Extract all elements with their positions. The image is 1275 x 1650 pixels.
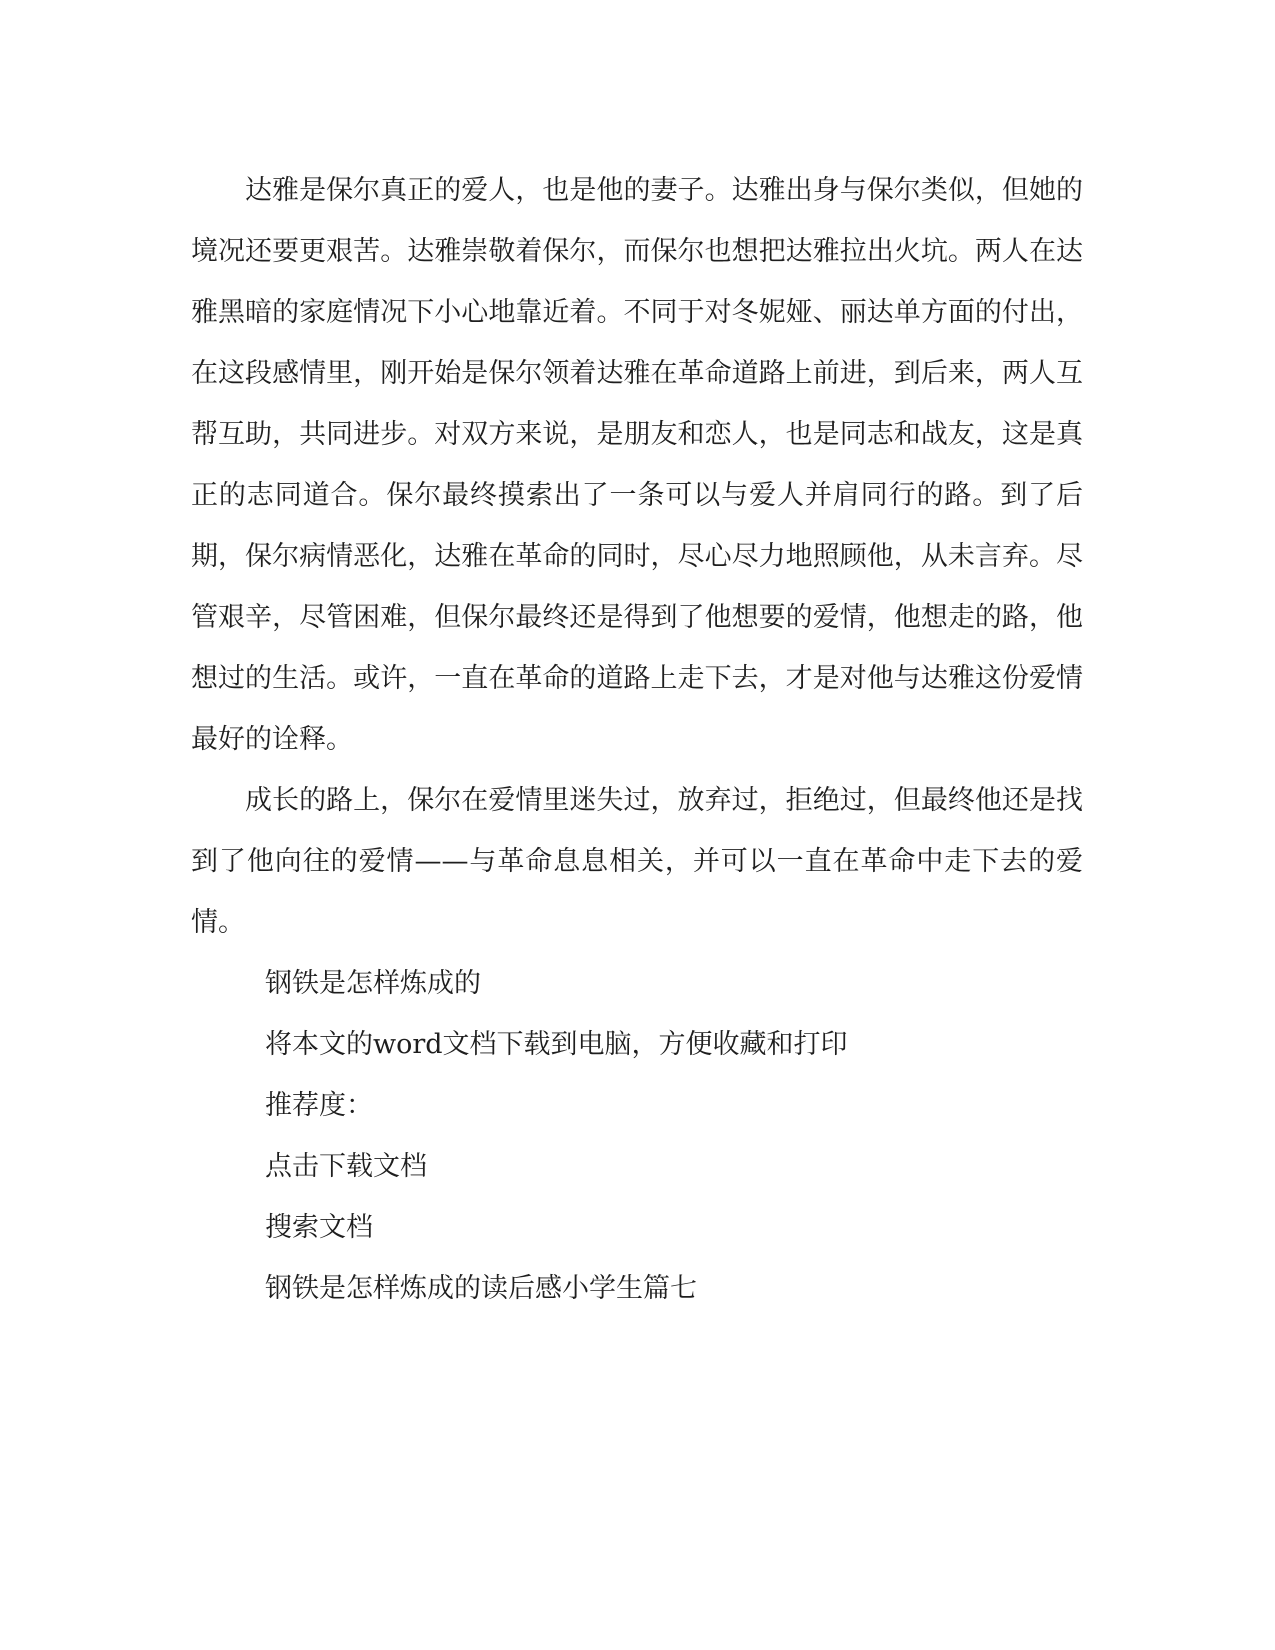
paragraph-daya: 达雅是保尔真正的爱人，也是他的妻子。达雅出身与保尔类似，但她的境况还要更艰苦。达雅崇敬着保尔，而保尔也想把达雅拉出火坑。两人在达雅黑暗的家庭情况下小心地靠近着。不同于对冬妮娅、丽达单方面的付出，在这段感情里，刚开始是保尔领着达雅在革命道路上前进，到后来，两人互帮互助，共同进步。对双方来说，是朋友和恋人，也是同志和战友，这是真正的志同道合。保尔最终摸索出了一条可以与爱人并肩同行的路。到了后期，保尔病情恶化，达雅在革命的同时，尽心尽力地照顾他，从未言弃。尽管艰辛，尽管困难，但保尔最终还是得到了他想要的爱情，他想走的路，他想过的生活。或许，一直在革命的道路上走下去，才是对他与达雅这份爱情最好的诠释。	[191, 175, 1083, 755]
download-prompt: 将本文的word文档下载到电脑，方便收藏和打印	[265, 1029, 848, 1060]
book-title: 钢铁是怎样炼成的	[265, 968, 481, 999]
document-body	[191, 160, 1083, 1319]
next-article-title[interactable]: 钢铁是怎样炼成的读后感小学生篇七	[265, 1273, 697, 1304]
search-document-link[interactable]: 搜索文档	[265, 1212, 373, 1243]
paragraph-growth: 成长的路上，保尔在爱情里迷失过，放弃过，拒绝过，但最终他还是找到了他向往的爱情——与革命息息相关，并可以一直在革命中走下去的爱情。	[191, 785, 1083, 938]
recommend-label: 推荐度：	[265, 1090, 373, 1121]
download-document-link[interactable]: 点击下载文档	[265, 1151, 427, 1182]
